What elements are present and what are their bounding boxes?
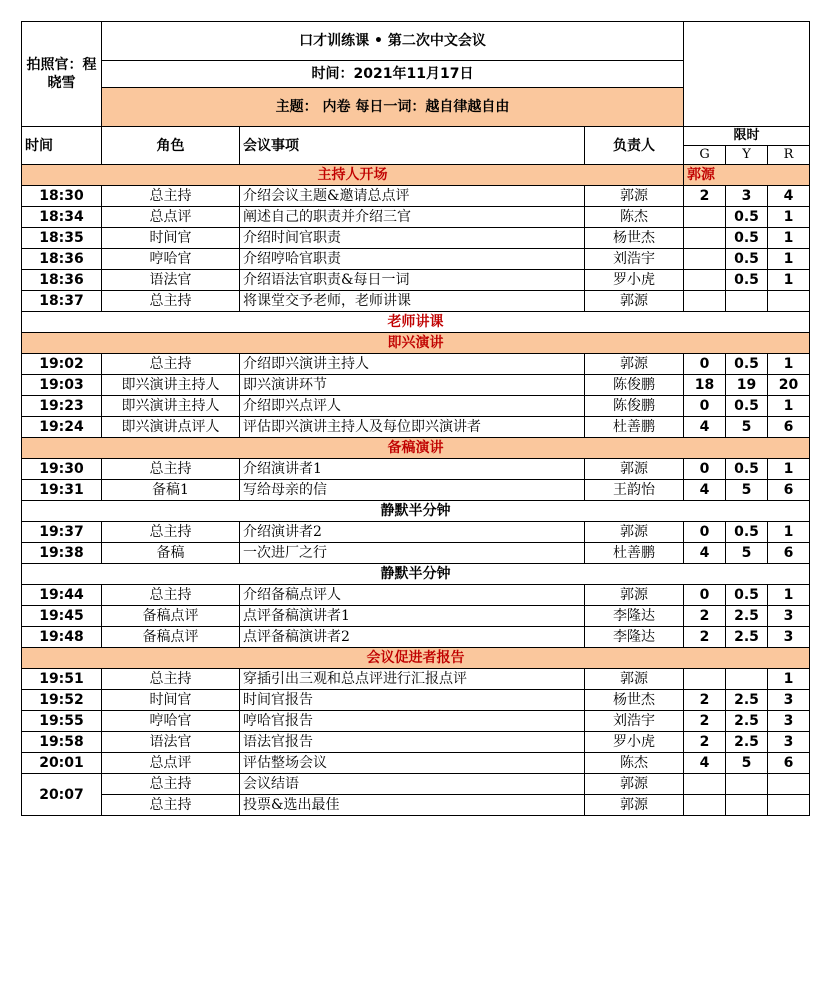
row-owner: 郭源 (585, 585, 684, 606)
row-role: 总主持 (102, 774, 240, 795)
row-item: 介绍演讲者1 (240, 459, 585, 480)
row-limit-r: 6 (768, 543, 810, 564)
row-role: 总主持 (102, 585, 240, 606)
row-role: 备稿点评 (102, 606, 240, 627)
section-row (22, 564, 810, 585)
row-limit-y: 2.5 (726, 690, 768, 711)
row-limit-r: 1 (768, 207, 810, 228)
table-row (22, 543, 810, 564)
table-row (22, 690, 810, 711)
row-limit-y: 3 (726, 186, 768, 207)
row-limit-g (684, 291, 726, 312)
row-limit-y: 2.5 (726, 732, 768, 753)
row-limit-r: 1 (768, 522, 810, 543)
row-role: 语法官 (102, 732, 240, 753)
row-time: 19:45 (22, 606, 102, 627)
row-limit-g (684, 774, 726, 795)
row-limit-y: 5 (726, 480, 768, 501)
table-row (22, 585, 810, 606)
row-limit-g: 18 (684, 375, 726, 396)
col-header-owner: 负责人 (585, 127, 684, 165)
row-time: 19:51 (22, 669, 102, 690)
section-row (22, 501, 810, 522)
row-limit-y: 5 (726, 753, 768, 774)
table-row (22, 459, 810, 480)
photographer-label: 拍照官：程晓雪 (22, 22, 102, 127)
row-time: 20:07 (22, 774, 102, 816)
row-limit-y (726, 669, 768, 690)
row-owner: 罗小虎 (585, 270, 684, 291)
section-row (22, 165, 810, 186)
row-owner: 郭源 (585, 522, 684, 543)
section-title: 备稿演讲 (22, 438, 810, 459)
row-owner: 郭源 (585, 186, 684, 207)
row-limit-r (768, 774, 810, 795)
row-role: 备稿1 (102, 480, 240, 501)
table-row (22, 291, 810, 312)
row-owner: 杜善鹏 (585, 543, 684, 564)
table-row (22, 753, 810, 774)
row-item: 介绍备稿点评人 (240, 585, 585, 606)
row-limit-r: 3 (768, 711, 810, 732)
row-owner: 陈俊鹏 (585, 396, 684, 417)
col-header-item: 会议事项 (240, 127, 585, 165)
col-header-limit: 限时 (684, 127, 810, 146)
row-item: 介绍哼哈官职责 (240, 249, 585, 270)
section-row (22, 312, 810, 333)
section-row (22, 648, 810, 669)
table-row (22, 795, 810, 816)
row-limit-y: 19 (726, 375, 768, 396)
row-owner: 郭源 (585, 795, 684, 816)
section-title: 即兴演讲 (22, 333, 810, 354)
row-limit-g: 2 (684, 627, 726, 648)
row-owner: 刘浩宇 (585, 711, 684, 732)
row-limit-y (726, 774, 768, 795)
row-role: 总点评 (102, 753, 240, 774)
row-limit-r: 1 (768, 585, 810, 606)
row-limit-g (684, 795, 726, 816)
row-owner: 陈杰 (585, 207, 684, 228)
row-item: 语法官报告 (240, 732, 585, 753)
section-title: 静默半分钟 (22, 564, 810, 585)
row-item: 介绍即兴演讲主持人 (240, 354, 585, 375)
meeting-title: 口才训练课 • 第二次中文会议 (102, 22, 684, 61)
row-time: 19:03 (22, 375, 102, 396)
row-limit-g: 4 (684, 753, 726, 774)
row-limit-r (768, 795, 810, 816)
row-limit-g: 0 (684, 396, 726, 417)
row-role: 备稿 (102, 543, 240, 564)
row-item: 时间官报告 (240, 690, 585, 711)
table-row (22, 669, 810, 690)
row-role: 总主持 (102, 795, 240, 816)
row-limit-y: 0.5 (726, 522, 768, 543)
table-row (22, 417, 810, 438)
row-time: 18:37 (22, 291, 102, 312)
row-item: 将课堂交予老师，老师讲课 (240, 291, 585, 312)
row-limit-g: 2 (684, 732, 726, 753)
row-time: 19:55 (22, 711, 102, 732)
row-time: 18:30 (22, 186, 102, 207)
row-time: 19:58 (22, 732, 102, 753)
row-limit-r: 6 (768, 753, 810, 774)
row-limit-g: 2 (684, 690, 726, 711)
row-limit-g: 4 (684, 480, 726, 501)
row-owner: 郭源 (585, 291, 684, 312)
agenda-table (21, 21, 810, 816)
row-item: 写给母亲的信 (240, 480, 585, 501)
row-role: 即兴演讲主持人 (102, 375, 240, 396)
row-limit-r: 3 (768, 627, 810, 648)
row-limit-y: 0.5 (726, 207, 768, 228)
row-limit-r: 3 (768, 606, 810, 627)
row-owner: 杜善鹏 (585, 417, 684, 438)
row-owner: 杨世杰 (585, 228, 684, 249)
header-blank-cell (684, 22, 810, 127)
row-limit-r: 1 (768, 249, 810, 270)
row-limit-r: 3 (768, 732, 810, 753)
row-role: 备稿点评 (102, 627, 240, 648)
row-limit-r: 6 (768, 480, 810, 501)
row-limit-y: 0.5 (726, 396, 768, 417)
row-time: 19:48 (22, 627, 102, 648)
row-limit-g (684, 207, 726, 228)
row-role: 总主持 (102, 354, 240, 375)
table-row (22, 270, 810, 291)
row-limit-y: 5 (726, 543, 768, 564)
row-owner: 李隆达 (585, 627, 684, 648)
col-header-g: G (684, 146, 726, 165)
row-role: 语法官 (102, 270, 240, 291)
row-limit-y: 2.5 (726, 606, 768, 627)
row-limit-y: 5 (726, 417, 768, 438)
row-item: 介绍演讲者2 (240, 522, 585, 543)
row-item: 阐述自己的职责并介绍三官 (240, 207, 585, 228)
row-limit-g: 0 (684, 354, 726, 375)
row-limit-y (726, 291, 768, 312)
row-owner: 郭源 (585, 354, 684, 375)
col-header-role: 角色 (102, 127, 240, 165)
table-row (22, 732, 810, 753)
table-row (22, 774, 810, 795)
row-time: 19:24 (22, 417, 102, 438)
row-time: 18:36 (22, 270, 102, 291)
row-item: 评估即兴演讲主持人及每位即兴演讲者 (240, 417, 585, 438)
row-limit-y: 0.5 (726, 459, 768, 480)
row-role: 总主持 (102, 459, 240, 480)
row-limit-y: 2.5 (726, 711, 768, 732)
row-item: 穿插引出三观和总点评进行汇报点评 (240, 669, 585, 690)
section-title: 静默半分钟 (22, 501, 810, 522)
row-item: 介绍时间官职责 (240, 228, 585, 249)
row-limit-g (684, 228, 726, 249)
row-limit-y (726, 795, 768, 816)
row-role: 总主持 (102, 522, 240, 543)
section-row (22, 333, 810, 354)
row-limit-r: 6 (768, 417, 810, 438)
table-row (22, 396, 810, 417)
row-limit-y: 0.5 (726, 354, 768, 375)
row-item: 点评备稿演讲者1 (240, 606, 585, 627)
row-time: 18:36 (22, 249, 102, 270)
row-owner: 郭源 (585, 459, 684, 480)
row-item: 一次进厂之行 (240, 543, 585, 564)
row-limit-y: 2.5 (726, 627, 768, 648)
row-owner: 郭源 (585, 774, 684, 795)
row-limit-g: 2 (684, 711, 726, 732)
row-owner: 刘浩宇 (585, 249, 684, 270)
row-limit-g: 2 (684, 186, 726, 207)
row-time: 19:52 (22, 690, 102, 711)
meeting-theme: 主题： 内卷 每日一词：越自律越自由 (102, 88, 684, 127)
row-limit-r: 1 (768, 354, 810, 375)
table-row (22, 354, 810, 375)
row-limit-r: 3 (768, 690, 810, 711)
row-limit-g: 0 (684, 459, 726, 480)
row-limit-g: 4 (684, 543, 726, 564)
row-item: 介绍语法官职责&每日一词 (240, 270, 585, 291)
row-role: 时间官 (102, 690, 240, 711)
row-limit-r: 1 (768, 669, 810, 690)
table-row (22, 207, 810, 228)
table-row (22, 249, 810, 270)
row-role: 哼哈官 (102, 249, 240, 270)
row-role: 即兴演讲点评人 (102, 417, 240, 438)
meeting-date: 时间：2021年11月17日 (102, 61, 684, 88)
col-header-y: Y (726, 146, 768, 165)
row-role: 哼哈官 (102, 711, 240, 732)
row-limit-g (684, 669, 726, 690)
table-row (22, 228, 810, 249)
row-owner: 郭源 (585, 669, 684, 690)
row-limit-y: 0.5 (726, 270, 768, 291)
row-role: 总主持 (102, 291, 240, 312)
row-owner: 陈俊鹏 (585, 375, 684, 396)
row-time: 18:35 (22, 228, 102, 249)
table-row (22, 627, 810, 648)
row-limit-g: 2 (684, 606, 726, 627)
row-limit-r: 1 (768, 396, 810, 417)
table-row (22, 186, 810, 207)
row-limit-r: 4 (768, 186, 810, 207)
row-time: 19:02 (22, 354, 102, 375)
row-time: 18:34 (22, 207, 102, 228)
row-time: 19:31 (22, 480, 102, 501)
row-item: 会议结语 (240, 774, 585, 795)
row-owner: 陈杰 (585, 753, 684, 774)
row-owner: 李隆达 (585, 606, 684, 627)
row-item: 评估整场会议 (240, 753, 585, 774)
table-row (22, 522, 810, 543)
row-limit-g (684, 249, 726, 270)
row-owner: 罗小虎 (585, 732, 684, 753)
row-limit-r: 1 (768, 228, 810, 249)
row-time: 19:44 (22, 585, 102, 606)
table-row (22, 480, 810, 501)
table-row (22, 711, 810, 732)
table-row (22, 606, 810, 627)
section-owner: 郭源 (684, 165, 810, 186)
section-title: 主持人开场 (22, 165, 684, 186)
row-limit-y: 0.5 (726, 585, 768, 606)
row-role: 时间官 (102, 228, 240, 249)
row-limit-r: 1 (768, 270, 810, 291)
row-item: 哼哈官报告 (240, 711, 585, 732)
row-limit-r (768, 291, 810, 312)
row-owner: 王韵怡 (585, 480, 684, 501)
section-title: 老师讲课 (22, 312, 810, 333)
row-limit-y: 0.5 (726, 249, 768, 270)
col-header-time: 时间 (22, 127, 102, 165)
row-time: 19:30 (22, 459, 102, 480)
row-item: 介绍即兴点评人 (240, 396, 585, 417)
row-limit-r: 1 (768, 459, 810, 480)
row-limit-g: 0 (684, 585, 726, 606)
col-header-r: R (768, 146, 810, 165)
row-item: 介绍会议主题&邀请总点评 (240, 186, 585, 207)
row-item: 即兴演讲环节 (240, 375, 585, 396)
row-limit-y: 0.5 (726, 228, 768, 249)
row-owner: 杨世杰 (585, 690, 684, 711)
row-limit-g: 0 (684, 522, 726, 543)
row-role: 总主持 (102, 186, 240, 207)
row-limit-g: 4 (684, 417, 726, 438)
section-row (22, 438, 810, 459)
section-title: 会议促进者报告 (22, 648, 810, 669)
row-time: 19:23 (22, 396, 102, 417)
row-item: 点评备稿演讲者2 (240, 627, 585, 648)
row-limit-r: 20 (768, 375, 810, 396)
row-role: 总点评 (102, 207, 240, 228)
row-time: 19:37 (22, 522, 102, 543)
table-row (22, 375, 810, 396)
row-time: 20:01 (22, 753, 102, 774)
row-role: 总主持 (102, 669, 240, 690)
row-time: 19:38 (22, 543, 102, 564)
row-limit-g (684, 270, 726, 291)
row-item: 投票&选出最佳 (240, 795, 585, 816)
row-role: 即兴演讲主持人 (102, 396, 240, 417)
